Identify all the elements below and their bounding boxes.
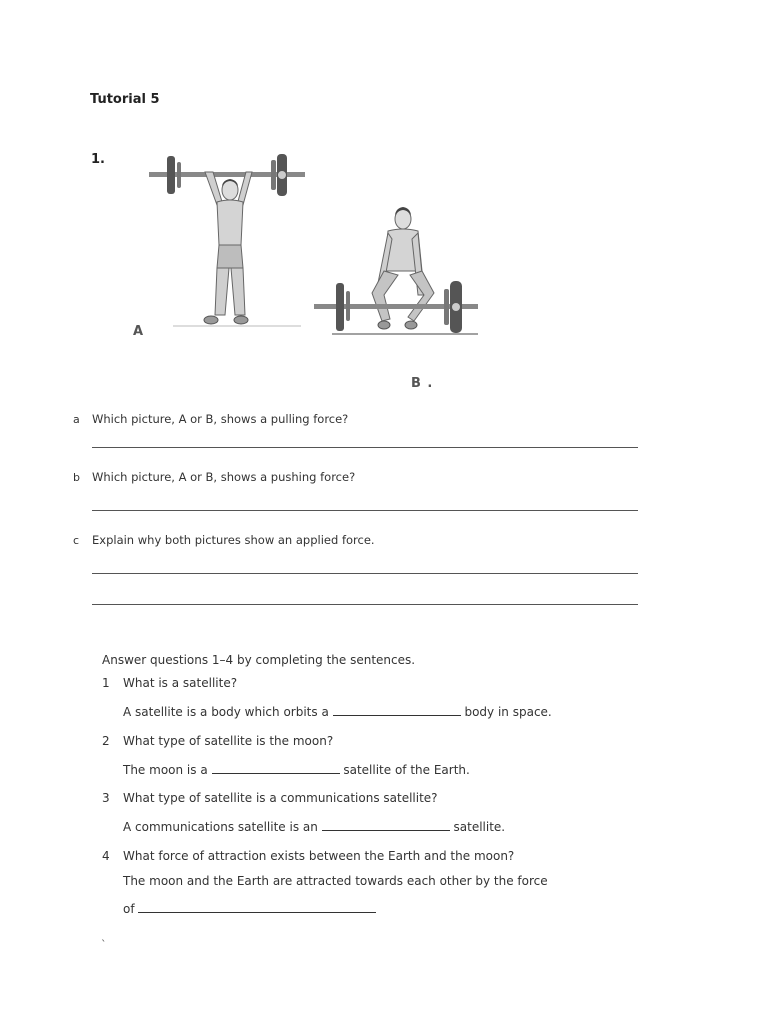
item-1-answer-before: A satellite is a body which orbits a [123, 705, 329, 719]
item-1-number: 1 [102, 676, 110, 690]
question-b-text: Which picture, A or B, shows a pushing force? [92, 470, 356, 484]
answer-line-c-2[interactable] [92, 604, 638, 605]
figure-label-a: A [133, 324, 144, 339]
question-c-letter: c [73, 534, 80, 547]
item-2-blank[interactable] [212, 762, 340, 774]
item-3-question: What type of satellite is a communications satellite? [123, 791, 438, 805]
item-2-question: What type of satellite is the moon? [123, 734, 334, 748]
question-c-text: Explain why both pictures show an applied force. [92, 533, 375, 547]
item-1-answer-after: body in space. [464, 705, 552, 719]
item-4-answer [123, 901, 376, 916]
item-3-answer [123, 819, 505, 834]
item-2-answer-before: The moon is a [123, 763, 208, 777]
item-2-answer [123, 762, 470, 777]
answer-line-a[interactable] [92, 447, 638, 448]
item-3-number: 3 [102, 791, 110, 805]
item-4-answer-line1: The moon and the Earth are attracted towards each other by the force [123, 874, 548, 888]
item-1-blank[interactable] [333, 704, 461, 716]
answer-line-c-1[interactable] [92, 573, 638, 574]
question-b-letter: b [73, 471, 80, 484]
question-a-text: Which picture, A or B, shows a pulling force? [92, 412, 349, 426]
weightlifter-b-illustration [310, 203, 485, 338]
answer-line-b[interactable] [92, 510, 638, 511]
page-title: Tutorial 5 [90, 92, 160, 107]
item-4-answer-before: of [123, 902, 135, 916]
figure-label-b: B . [411, 376, 434, 391]
question-number: 1. [91, 152, 105, 167]
item-4-number: 4 [102, 849, 110, 863]
question-a-letter: a [73, 413, 80, 426]
item-1-answer [123, 704, 552, 719]
item-3-answer-after: satellite. [453, 820, 506, 834]
item-2-number: 2 [102, 734, 110, 748]
item-1-question: What is a satellite? [123, 676, 238, 690]
section-intro: Answer questions 1–4 by completing the sentences. [102, 653, 416, 667]
stray-mark: ` [101, 938, 107, 951]
item-2-answer-after: satellite of the Earth. [343, 763, 470, 777]
item-3-blank[interactable] [322, 819, 450, 831]
item-4-blank[interactable] [138, 901, 376, 913]
weightlifter-a-illustration [145, 150, 310, 330]
item-3-answer-before: A communications satellite is an [123, 820, 318, 834]
item-4-question: What force of attraction exists between the Earth and the moon? [123, 849, 515, 863]
